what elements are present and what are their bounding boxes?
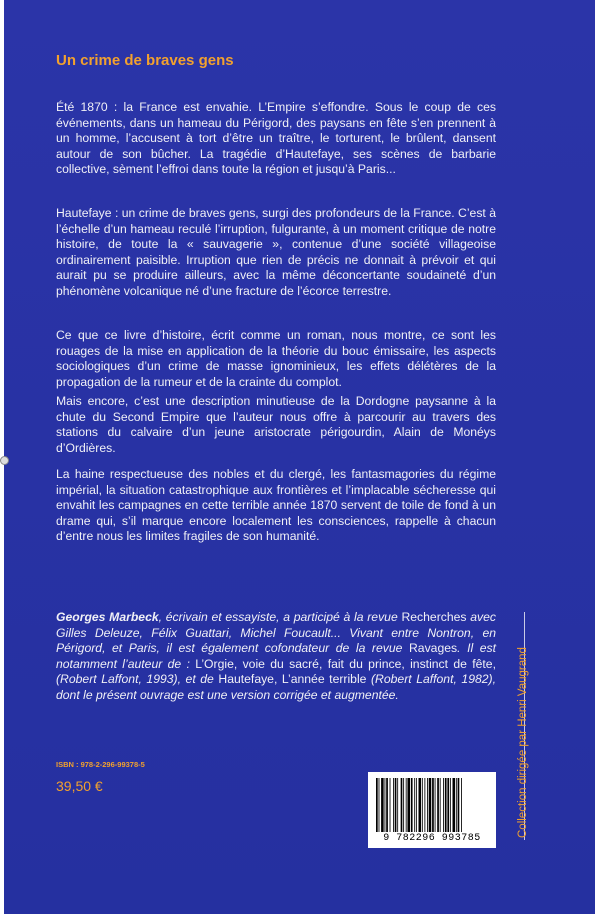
barcode-bar: [422, 778, 423, 832]
barcode-bar: [376, 778, 378, 832]
barcode-bar: [435, 778, 436, 832]
barcode-number: 9 782296 993785: [383, 833, 481, 844]
author-bio-text: , écrivain et essayiste, a participé à la revue: [158, 610, 402, 624]
collection-label: Collection dirigée par Henri Vaugrand: [517, 647, 529, 838]
barcode-bar: [453, 778, 456, 832]
barcode-bar: [447, 778, 449, 832]
barcode-bar: [427, 778, 428, 832]
barcode-bar: [386, 778, 388, 832]
barcode-bar: [456, 778, 457, 832]
barcode-bar: [440, 778, 441, 832]
barcode-bar: [419, 778, 422, 832]
barcode-bar: [406, 778, 407, 832]
summary-paragraph-1: Été 1870 : la France est envahie. L’Empire s’effondre. Sous le coup de ces événements, dans un hameau du Périgord, des paysans en fête s’en prennent à un homme, l’accusent à tort d’être un traître, le torturent, le brûlent, dansent autour de son bûcher. La tragédie d’Hautefaye, ses scènes de barbarie collective, sèment l’effroi dans toute la région et jusqu’à Paris...: [56, 100, 496, 177]
book-title: Un crime de braves gens: [56, 52, 234, 69]
author-bio-work: Ravages: [409, 641, 458, 656]
barcode-bar: [381, 778, 384, 832]
author-bio-text: (Robert Laffont, 1993), et de: [56, 672, 219, 687]
barcode-bar: [411, 778, 413, 832]
barcode-bar: [401, 778, 403, 832]
summary-paragraph-4: Mais encore, c’est une description minutieuse de la Dordogne paysanne à la chute du Second Empire que l’auteur nous offre à parcourir au travers des stations du calvaire d’un jeune aristocrate périgourdin, Alain de Monéys d’Ordières.: [56, 394, 496, 455]
barcode-bar: [414, 778, 415, 832]
barcode-bar: [432, 778, 434, 832]
author-bio-text: . Il est notamment l’auteur de :: [56, 641, 496, 671]
barcode-bar: [424, 778, 425, 832]
author-bio-work: L’Orgie, voie du sacré, fait du prince, instinct de fête,: [195, 656, 496, 671]
barcode-bar: [450, 778, 451, 832]
author-bio-work: Hautefaye, L’année terrible: [218, 672, 367, 687]
barcode-bar: [458, 778, 460, 832]
summary-paragraph-2: Hautefaye : un crime de braves gens, surgi des profondeurs de la France. C’est à l’échelle d’un hameau reculé l’irruption, fulgurante, à un moment critique de notre histoire, de toute la « sauvagerie », contenue d’une société villageoise ordinairement paisible. Irruption que rien de précis ne donnait à prévoir et qui aurait pu se produire ailleurs, avec la même déconcertante soudaineté d’un phénomène volcanique né d’une fracture de l’écorce terrestre.: [56, 206, 496, 298]
price: 39,50 €: [56, 778, 103, 794]
author-name: Georges Marbeck: [56, 610, 159, 624]
author-bio-text: (Robert Laffont, 1982), dont le présent ouvrage est une version corrigée et augmentée.: [56, 672, 496, 702]
barcode-bar: [429, 778, 432, 832]
barcode-bar: [416, 778, 417, 832]
isbn: ISBN : 978-2-296-99378-5: [56, 760, 145, 769]
barcode-bar: [443, 778, 444, 832]
binding-pin-icon: [0, 456, 9, 465]
summary-paragraph-3: Ce que ce livre d’histoire, écrit comme un roman, nous montre, ce sont les rouages de la mise en application de la théorie du bouc émissaire, les aspects sociologiques d’un crime de masse ignominieux, les effets délétères de la propagation de la rumeur et de la crainte du complot.: [56, 328, 496, 389]
barcode-bar: [461, 778, 462, 832]
author-bio: [56, 610, 496, 704]
barcode: [368, 772, 496, 848]
barcode-bars: [374, 778, 490, 832]
summary-paragraph-5: La haine respectueuse des nobles et du clergé, les fantasmagories du régime impérial, la situation catastrophique aux frontières et l’implacable sécheresse qui envahit les campagnes en cette terrible année 1870 servent de toile de fond à un drame qui, s’il marque encore localement les consciences, rappelle à chacun d’entre nous les limites fragiles de son humanité.: [56, 467, 496, 544]
barcode-bar: [407, 778, 410, 832]
barcode-bar: [393, 778, 394, 832]
back-cover: [4, 0, 595, 914]
barcode-bar: [437, 778, 439, 832]
barcode-bar: [395, 778, 397, 832]
barcode-bar: [403, 778, 404, 832]
barcode-bar: [379, 778, 380, 832]
barcode-bar: [445, 778, 447, 832]
barcode-bar: [390, 778, 391, 832]
barcode-bar: [397, 778, 398, 832]
author-bio-work: Recherches: [401, 610, 467, 624]
barcode-bar: [385, 778, 386, 832]
author-bio-text: avec Gilles Deleuze, Félix Guattari, Michel Foucault... Vivant entre Nontron, en Périgord, et Paris, il est également cofondateur de la revue: [56, 610, 496, 656]
